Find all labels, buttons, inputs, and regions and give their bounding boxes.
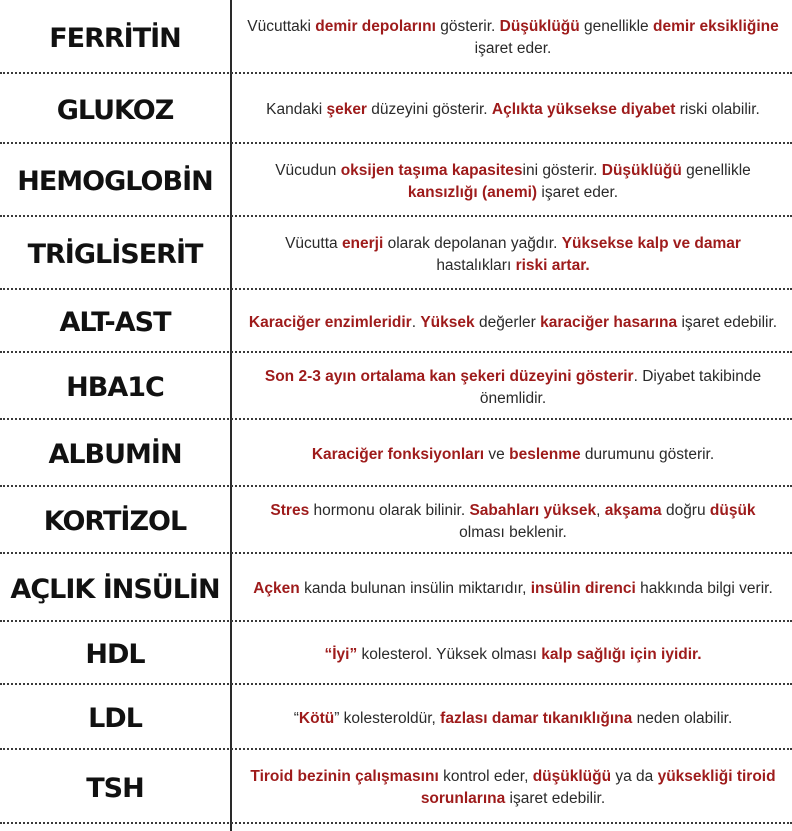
test-name: TRİGLİSERİT xyxy=(27,239,203,270)
description-text: değerler xyxy=(474,313,541,331)
description-text: işaret eder. xyxy=(474,40,552,57)
description-text: hormonu olarak bilinir. xyxy=(309,501,470,519)
description-text: Vücudun xyxy=(275,161,341,179)
description-text: kanda bulunan insülin miktarıdır, xyxy=(299,580,531,597)
description-text: kolesterol. Yüksek olması xyxy=(357,645,542,663)
test-row xyxy=(0,221,792,290)
test-description xyxy=(230,500,792,544)
description-text: gösterir. xyxy=(435,18,500,35)
description-text: genellikle xyxy=(681,161,751,179)
test-name: HBA1C xyxy=(66,372,164,403)
description-text: ” kolesteroldür, xyxy=(334,709,441,727)
highlight-text: şeker xyxy=(326,101,367,118)
highlight-text: akşama xyxy=(604,501,662,519)
test-description xyxy=(230,644,792,666)
highlight-text: Son 2-3 ayın ortalama kan şekeri düzeyini gösterir xyxy=(264,367,634,385)
test-name: ALBUMİN xyxy=(48,439,182,470)
description-text: riski olabilir. xyxy=(675,101,760,118)
test-row xyxy=(0,626,792,685)
test-description xyxy=(230,160,792,204)
description-text: kontrol eder, xyxy=(438,768,533,785)
test-description xyxy=(230,16,792,60)
description-text: düzeyini gösterir. xyxy=(366,101,492,118)
test-name: KORTİZOL xyxy=(43,506,187,537)
description-text: durumunu gösterir. xyxy=(580,445,715,463)
highlight-text: kalp sağlığı için iyidir. xyxy=(541,645,702,663)
description-text: . Diyabet takibinde önemlidir. xyxy=(479,367,762,407)
test-name: LDL xyxy=(88,703,142,734)
test-description xyxy=(230,708,792,730)
highlight-text: demir depolarını xyxy=(315,18,436,35)
description-text: ya da xyxy=(611,768,658,785)
test-row xyxy=(0,491,792,554)
description-text: ve xyxy=(484,445,510,463)
highlight-text: Tiroid bezinin çalışmasını xyxy=(250,768,439,785)
test-row xyxy=(0,148,792,217)
description-text: ini gösterir. xyxy=(522,161,602,179)
test-name: TSH xyxy=(86,772,144,804)
test-row xyxy=(0,558,792,622)
test-description xyxy=(230,233,792,277)
highlight-text: Açken xyxy=(253,580,300,597)
test-row xyxy=(0,4,792,74)
highlight-text: riski artar. xyxy=(515,256,590,274)
highlight-text: beslenme xyxy=(509,445,581,463)
highlight-text: düşük xyxy=(709,501,756,519)
description-text: doğru xyxy=(661,501,710,519)
highlight-text: insülin direnci xyxy=(530,580,636,597)
highlight-text: Açlıkta yüksekse diyabet xyxy=(491,101,676,118)
test-description xyxy=(230,444,792,466)
test-name: FERRİTİN xyxy=(49,22,181,54)
highlight-text: Yüksekse kalp ve damar xyxy=(561,234,741,252)
test-description xyxy=(230,99,792,121)
test-row xyxy=(0,424,792,487)
highlight-text: Karaciğer enzimleridir xyxy=(248,313,412,331)
test-description xyxy=(230,766,792,810)
highlight-text: Sabahları yüksek xyxy=(469,501,597,519)
description-text: işaret edebilir. xyxy=(505,790,606,807)
test-name: HEMOGLOBİN xyxy=(17,166,213,197)
description-text: hakkında bilgi verir. xyxy=(635,580,773,597)
test-row xyxy=(0,689,792,750)
description-text: Vücutta xyxy=(285,234,342,252)
description-text: işaret edebilir. xyxy=(677,313,778,331)
highlight-text: düşüklüğü xyxy=(532,768,612,785)
description-text: hastalıkları xyxy=(436,256,516,274)
highlight-text: yüksekliği tiroid sorunlarına xyxy=(420,768,776,807)
highlight-text: enerji xyxy=(341,234,384,252)
test-name: ALT-AST xyxy=(59,307,171,338)
highlight-text: oksijen taşıma kapasites xyxy=(340,161,523,179)
test-description xyxy=(230,312,792,334)
description-text: genellikle xyxy=(579,18,653,35)
test-name: HDL xyxy=(85,639,145,670)
highlight-text: fazlası damar tıkanıklığına xyxy=(440,709,633,727)
highlight-text: karaciğer hasarına xyxy=(540,313,678,331)
highlight-text: Kötü xyxy=(298,709,335,727)
test-row xyxy=(0,78,792,144)
description-text: , xyxy=(596,501,605,519)
highlight-text: kansızlığı (anemi) xyxy=(407,183,538,201)
description-text: işaret eder. xyxy=(537,183,619,201)
test-name: AÇLIK İNSÜLİN xyxy=(10,573,220,605)
test-description xyxy=(230,578,792,600)
description-text: Kandaki xyxy=(266,101,327,118)
description-text: . xyxy=(411,313,421,331)
highlight-text: Düşüklüğü xyxy=(601,161,682,179)
highlight-text: Stres xyxy=(270,501,310,519)
description-text: neden olabilir. xyxy=(632,709,733,727)
description-text: Vücuttaki xyxy=(247,18,316,35)
highlight-text: Karaciğer fonksiyonları xyxy=(311,445,485,463)
test-row xyxy=(0,294,792,353)
highlight-text: Yüksek xyxy=(420,313,475,331)
highlight-text: demir eksikliğine xyxy=(652,18,779,35)
test-row xyxy=(0,754,792,824)
description-text: olması beklenir. xyxy=(459,523,567,541)
highlight-text: “İyi” xyxy=(324,645,358,663)
test-description xyxy=(230,366,792,410)
highlight-text: Düşüklüğü xyxy=(499,18,580,35)
test-name: GLUKOZ xyxy=(56,94,174,126)
description-text: “ xyxy=(293,709,299,727)
test-row xyxy=(0,357,792,420)
description-text: olarak depolanan yağdır. xyxy=(383,234,562,252)
